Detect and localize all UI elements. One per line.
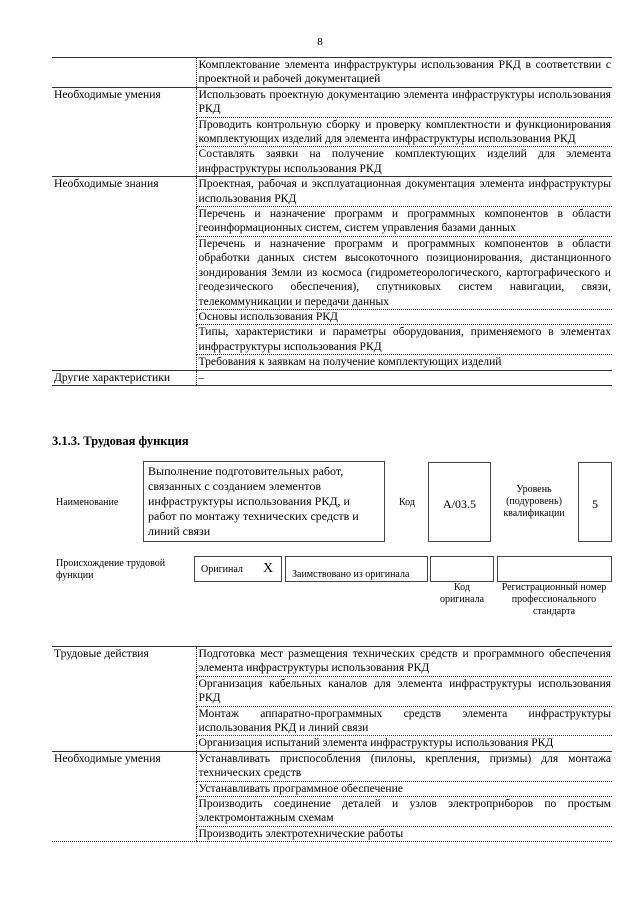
label-required-skills: Необходимые умения xyxy=(52,87,196,176)
borrowed-cell xyxy=(285,556,428,582)
table-cell: Перечень и назначение программ и программных компонентов в области геоинформационных систем, систем управления базами данных xyxy=(196,207,612,237)
page-number: 8 xyxy=(317,36,323,48)
borrowed-label: Заимствовано из оригинала xyxy=(292,569,410,580)
table-label-empty xyxy=(52,58,196,88)
table-cell: Использовать проектную документацию элемента инфраструктуры использования РКД xyxy=(196,87,612,117)
registration-number-caption: Регистрационный номер профессионального стандарта xyxy=(501,582,607,617)
original-label: Оригинал xyxy=(201,564,243,575)
function-name-value: Выполнение подготовительных работ, связанных с созданием элементов инфраструктуры использования РКД, и работ по монтажу технических средств и линий связи xyxy=(143,461,385,542)
qualification-level-label: Уровень (подуровень) квалификации xyxy=(503,484,565,519)
label-required-knowledge: Необходимые знания xyxy=(52,177,196,370)
name-label: Наименование xyxy=(56,497,119,508)
table-cell: Типы, характеристики и параметры оборудования, применяемого в элементах инфраструктуры использования РКД xyxy=(196,325,612,355)
origin-code-caption: Код оригинала xyxy=(439,582,485,605)
table-cell: Перечень и назначение программ и программных компонентов в области обработки данных систем высокоточного позиционирования, дистанционного зондирования Земли из космоса (гидрометеорологического, картографического и геодезического обеспечения), спутниковых систем навигации, связи, телекоммуникации и передачи данных xyxy=(196,236,612,309)
table-cell: Подготовка мест размещения технических средств и программного обеспечения элемента инфраструктуры использования РКД xyxy=(196,647,612,677)
label-other-characteristics: Другие характеристики xyxy=(52,370,196,385)
function-code-value: А/03.5 xyxy=(428,462,491,542)
table-cell: Проводить контрольную сборку и проверку комплектности и функционирования комплектующих изделий для элемента инфраструктуры использования РКД xyxy=(196,117,612,147)
label-labor-actions: Трудовые действия xyxy=(52,647,196,752)
table-cell: Проектная, рабочая и эксплуатационная документация элемента инфраструктуры использования РКД xyxy=(196,177,612,207)
qualification-level-value: 5 xyxy=(578,462,612,542)
table-actions-skills xyxy=(52,646,612,842)
origin-code-cell xyxy=(430,556,494,582)
table-cell: Монтаж аппаратно-программных средств элемента инфраструктуры использования РКД и линий связи xyxy=(196,706,612,736)
table-cell: Организация кабельных каналов для элемента инфраструктуры использования РКД xyxy=(196,676,612,706)
table-cell: Устанавливать программное обеспечение xyxy=(196,781,612,796)
origin-label: Происхождение трудовой функции xyxy=(56,558,166,581)
original-mark: X xyxy=(263,561,274,576)
table-cell: Составлять заявки на получение комплектующих изделий для элемента инфраструктуры использования РКД xyxy=(196,147,612,177)
table-cell: Комплектование элемента инфраструктуры использования РКД в соответствии с проектной и рабочей документацией xyxy=(196,58,612,88)
table-cell: Основы использования РКД xyxy=(196,309,612,324)
label-required-skills: Необходимые умения xyxy=(52,751,196,841)
table-cell: Устанавливать приспособления (пилоны, крепления, призмы) для монтажа технических средств xyxy=(196,751,612,781)
table-cell: Организация испытаний элемента инфраструктуры использования РКД xyxy=(196,736,612,751)
table-cell: Требования к заявкам на получение комплектующих изделий xyxy=(196,355,612,370)
section-title: 3.1.3. Трудовая функция xyxy=(52,434,189,448)
original-cell xyxy=(194,556,282,582)
table-cell: Производить электротехнические работы xyxy=(196,826,612,841)
table-cell: Производить соединение деталей и узлов электроприборов по простым электромонтажным схемам xyxy=(196,797,612,827)
table-skills-knowledge xyxy=(52,57,612,386)
registration-number-cell xyxy=(497,556,612,582)
code-label: Код xyxy=(399,497,415,508)
table-cell: – xyxy=(196,370,612,385)
